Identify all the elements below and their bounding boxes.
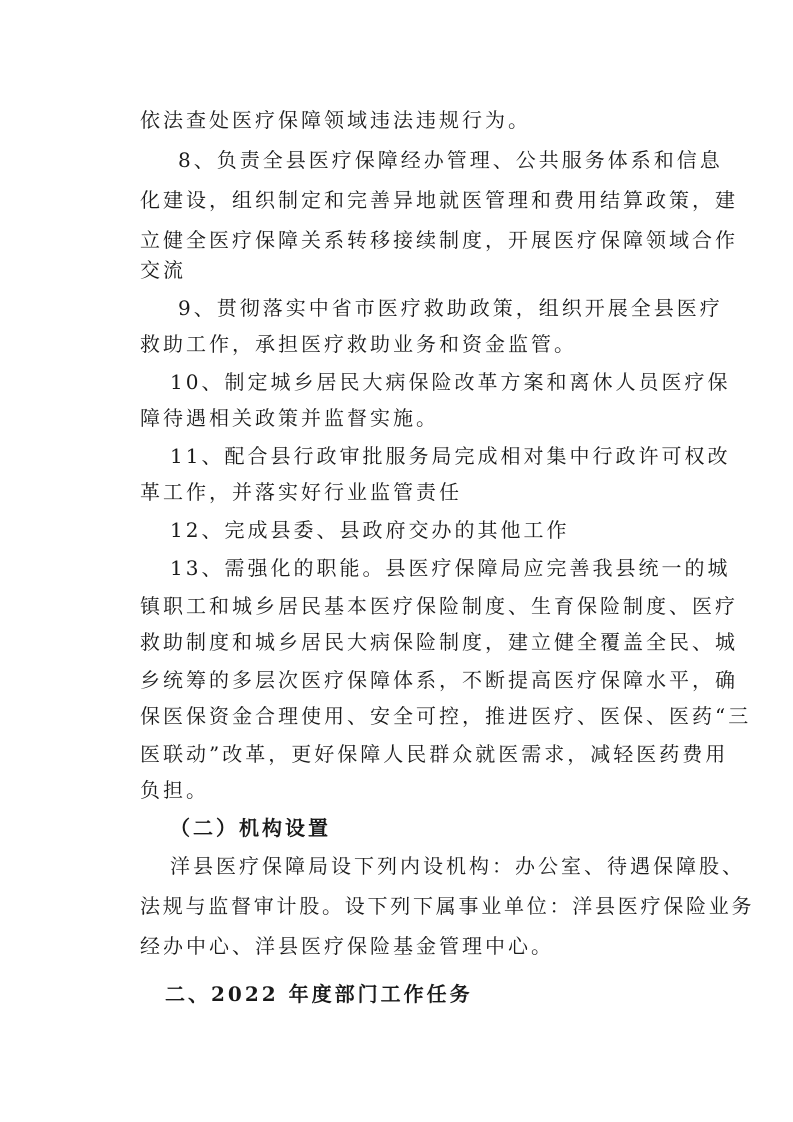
text-line: 障待遇相关政策并监督实施。	[140, 406, 439, 430]
text-line: 镇职工和城乡居民基本医疗保险制度、生育保险制度、医疗	[140, 594, 738, 618]
text-line: 依法查处医疗保障领域违法违规行为。	[140, 108, 531, 132]
text-line: 10、制定城乡居民大病保险改革方案和离休人员医疗保	[170, 370, 731, 394]
text-line: 立健全医疗保障关系转移接续制度，开展医疗保障领域合作	[140, 228, 738, 252]
text-line: 13、需强化的职能。县医疗保障局应完善我县统一的城	[170, 556, 731, 580]
text-line: 8、负责全县医疗保障经办管理、公共服务体系和信息	[178, 148, 723, 172]
text-line: 乡统筹的多层次医疗保障体系，不断提高医疗保障水平，确	[140, 668, 738, 692]
text-line: 9、贯彻落实中省市医疗救助政策，组织开展全县医疗	[178, 296, 723, 320]
text-line: 革工作，并落实好行业监管责任	[140, 480, 462, 504]
section-heading: 二、2022 年度部门工作任务	[165, 982, 473, 1006]
text-line: 医联动”改革，更好保障人民群众就医需求，减轻医药费用	[140, 742, 729, 766]
section-heading: （二）机构设置	[170, 816, 331, 840]
text-line: 11、配合县行政审批服务局完成相对集中行政许可权改	[170, 444, 731, 468]
text-line: 洋县医疗保障局设下列内设机构：办公室、待遇保障股、	[170, 854, 745, 878]
text-line: 救助工作，承担医疗救助业务和资金监管。	[140, 332, 577, 356]
text-line: 化建设，组织制定和完善异地就医管理和费用结算政策，建	[140, 188, 738, 212]
text-line: 经办中心、洋县医疗保险基金管理中心。	[140, 934, 554, 958]
text-line: 保医保资金合理使用、安全可控，推进医疗、医保、医药“三	[140, 704, 752, 728]
text-line: 交流	[140, 258, 186, 282]
text-line: 法规与监督审计股。设下列下属事业单位：洋县医疗保险业务	[140, 894, 755, 918]
text-line: 12、完成县委、县政府交办的其他工作	[170, 518, 570, 542]
text-line: 救助制度和城乡居民大病保险制度，建立健全覆盖全民、城	[140, 630, 738, 654]
text-line: 负担。	[140, 778, 209, 802]
